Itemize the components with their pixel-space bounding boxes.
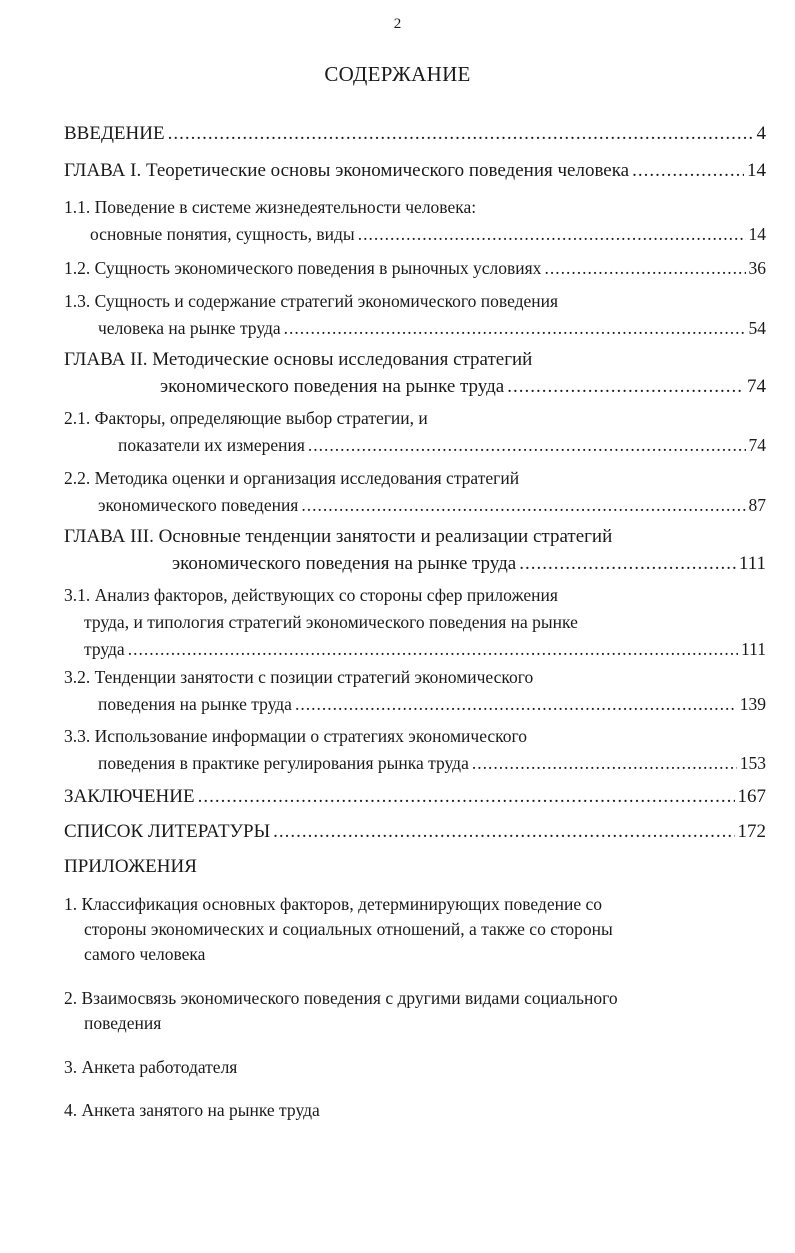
toc-entry-title-cont: экономического поведения на рынке труда <box>172 553 517 574</box>
toc-entry-title-cont: труда <box>84 639 125 659</box>
toc-entry-title-cont: человека на рынке труда <box>98 318 281 338</box>
toc-page-number: 14 <box>748 224 766 244</box>
appendix-line: стороны экономических и социальных отношений, а также со стороны <box>84 919 613 939</box>
toc-page-number: 172 <box>737 821 766 842</box>
toc-entry-title: 2.2. Методика оценки и организация исследования стратегий <box>64 468 520 488</box>
toc-entry-3-3[interactable] <box>64 723 766 777</box>
toc-entry-conclusion[interactable] <box>64 783 766 810</box>
appendix-item-2[interactable] <box>64 986 766 1036</box>
appendix-item-1[interactable] <box>64 892 766 967</box>
toc-entry-title: ЗАКЛЮЧЕНИЕ <box>64 786 195 807</box>
toc-entry-1-1[interactable] <box>64 194 766 248</box>
toc-entry-bibliography[interactable] <box>64 818 766 845</box>
toc-entry-title: 1.1. Поведение в системе жизнедеятельности человека: <box>64 197 477 217</box>
toc-page-number: 111 <box>738 553 766 574</box>
toc-entry-chapter-3[interactable] <box>64 523 766 577</box>
toc-entry-title-cont: основные понятия, сущность, виды <box>90 224 355 244</box>
toc-entry-3-2[interactable] <box>64 664 766 718</box>
toc-entry-title: 1.2. Сущность экономического поведения в рыночных условиях <box>64 258 542 278</box>
toc-entry-1-2[interactable] <box>64 255 766 282</box>
toc-entry-title: ВВЕДЕНИЕ <box>64 123 165 144</box>
toc-entry-title: 2.1. Факторы, определяющие выбор стратегии, и <box>64 408 428 428</box>
page-number: 2 <box>393 16 402 32</box>
toc-entry-title-cont: экономического поведения на рынке труда <box>160 376 505 397</box>
toc-page-number: 139 <box>739 694 766 714</box>
toc-entry-title: ГЛАВА II. Методические основы исследования стратегий <box>64 349 533 370</box>
appendix-item-3[interactable] <box>64 1055 766 1080</box>
appendix-line: 2. Взаимосвязь экономического поведения с другими видами социального <box>64 988 618 1008</box>
appendix-line: 1. Классификация основных факторов, детерминирующих поведение со <box>64 894 602 914</box>
toc-page-number: 87 <box>748 495 766 515</box>
toc-page-number: 153 <box>739 753 766 773</box>
toc-entry-title: ГЛАВА III. Основные тенденции занятости и реализации стратегий <box>64 526 613 547</box>
toc-entry-appendices[interactable] <box>64 853 766 880</box>
toc-entry-title: 1.3. Сущность и содержание стратегий экономического поведения <box>64 291 559 311</box>
toc-entry-title-cont: поведения на рынке труда <box>98 694 292 714</box>
toc-entry-3-1[interactable] <box>64 582 766 663</box>
toc-entry-chapter-2[interactable] <box>64 346 766 400</box>
toc-page-number: 36 <box>748 258 766 278</box>
toc-page-number: 14 <box>747 160 766 181</box>
toc-entry-1-3[interactable] <box>64 288 766 342</box>
toc-entry-title: ГЛАВА I. Теоретические основы экономического поведения человека <box>64 160 630 181</box>
toc-entry-title: 3.3. Использование информации о стратегиях экономического <box>64 726 528 746</box>
toc-entry-title: 3.2. Тенденции занятости с позиции стратегий экономического <box>64 667 534 687</box>
toc-entry-2-2[interactable] <box>64 465 766 519</box>
toc-page-number: 74 <box>748 435 766 455</box>
toc-entry-title-cont: поведения в практике регулирования рынка труда <box>98 753 469 773</box>
appendix-line: самого человека <box>84 944 206 964</box>
appendix-line: 3. Анкета работодателя <box>64 1057 238 1077</box>
toc-page-number: 111 <box>741 639 766 659</box>
toc-page-number: 74 <box>747 376 766 397</box>
toc-entry-introduction[interactable] <box>64 120 766 147</box>
toc-entry-title-cont: показатели их измерения <box>118 435 305 455</box>
toc-entry-title: ПРИЛОЖЕНИЯ <box>64 856 197 877</box>
toc-entry-title-cont: труда, и типология стратегий экономического поведения на рынке <box>84 612 578 632</box>
toc-page-number: 54 <box>748 318 766 338</box>
appendix-line: поведения <box>84 1013 162 1033</box>
page-title: СОДЕРЖАНИЕ <box>324 62 471 86</box>
appendix-item-4[interactable] <box>64 1098 766 1123</box>
toc-entry-chapter-1[interactable] <box>64 157 766 184</box>
toc-page-number: 167 <box>737 786 766 807</box>
appendix-line: 4. Анкета занятого на рынке труда <box>64 1100 320 1120</box>
toc-entry-title: 3.1. Анализ факторов, действующих со стороны сфер приложения <box>64 585 558 605</box>
toc-entry-title-cont: экономического поведения <box>98 495 299 515</box>
toc-entry-2-1[interactable] <box>64 405 766 459</box>
toc-page-number: 4 <box>756 123 766 144</box>
toc-entry-title: СПИСОК ЛИТЕРАТУРЫ <box>64 821 271 842</box>
